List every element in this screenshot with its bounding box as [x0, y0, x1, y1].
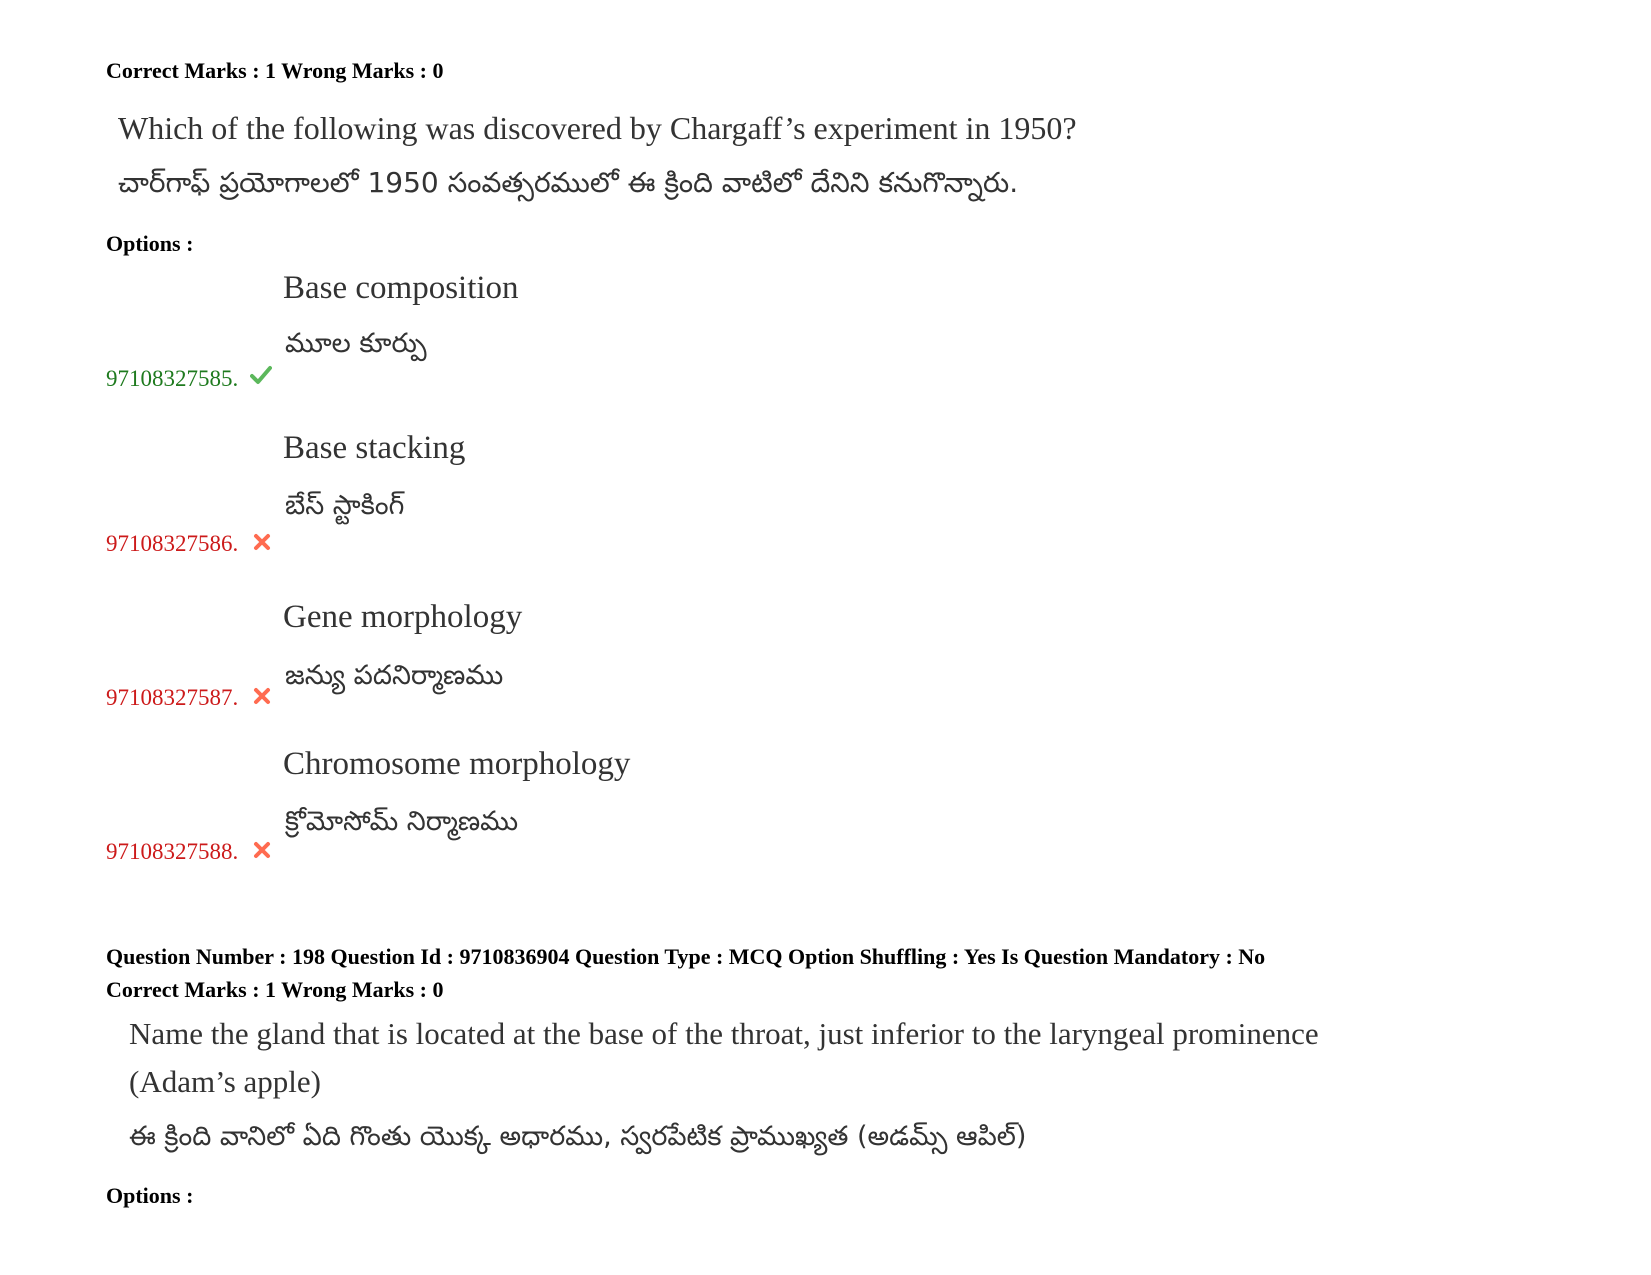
q197-marks-line: Correct Marks : 1 Wrong Marks : 0	[106, 58, 444, 83]
check-icon	[250, 364, 272, 386]
option-text-telugu: జన్యు పదనిర్మాణము	[285, 660, 504, 691]
option-text-telugu: మూల కూర్పు	[285, 328, 427, 359]
option-text-english: Base composition	[283, 270, 519, 306]
q198-header-line: Question Number : 198 Question Id : 9710836904 Question Type : MCQ Option Shuffling : Yes Is Question Mandatory : No	[106, 944, 1266, 969]
q198-question-telugu: ఈ క్రింది వానిలో ఏది గొంతు యొక్క అధారము, స్వరపేటిక ప్రాముఖ్యత (అడమ్స్ ఆపిల్)	[129, 1121, 1027, 1152]
option-text-english: Gene morphology	[283, 599, 523, 635]
option-id: 97108327585.	[106, 366, 239, 391]
q198-question-english-line1: Name the gland that is located at the base of the throat, just inferior to the laryngeal prominence	[129, 1016, 1319, 1051]
q197-question-telugu: చార్‌గాఫ్ ప్రయోగాలలో 1950 సంవత్సరములో ఈ క్రింది వాటిలో దేనిని కనుగొన్నారు.	[118, 166, 1019, 199]
option-id: 97108327588.	[106, 839, 239, 864]
cross-icon	[251, 685, 273, 707]
option-id: 97108327587.	[106, 685, 239, 710]
q197-options-label: Options :	[106, 231, 194, 256]
option-text-telugu: బేస్ స్టాకింగ్	[285, 490, 405, 521]
option-text-telugu: క్రోమోసోమ్ నిర్మాణము	[285, 806, 519, 837]
q198-marks-line: Correct Marks : 1 Wrong Marks : 0	[106, 977, 444, 1002]
option-text-english: Chromosome morphology	[283, 746, 631, 782]
option-id: 97108327586.	[106, 531, 239, 556]
q198-question-english-line2: (Adam’s apple)	[129, 1064, 321, 1099]
option-text-english: Base stacking	[283, 430, 466, 466]
cross-icon	[251, 839, 273, 861]
cross-icon	[251, 531, 273, 553]
q198-options-label: Options :	[106, 1183, 194, 1208]
q197-question-english: Which of the following was discovered by Chargaff’s experiment in 1950?	[118, 110, 1077, 146]
